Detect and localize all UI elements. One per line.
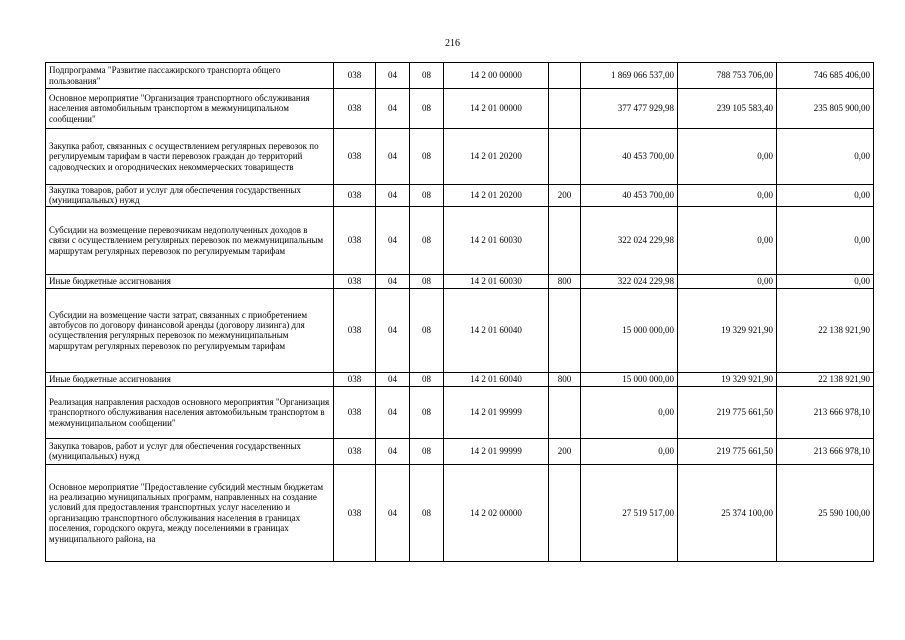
table-row [46,274,874,288]
row-name: Подпрограмма "Развитие пассажирского транспорта общего пользования" [46,63,334,89]
row-name: Закупка товаров, работ и услуг для обеспечения государственных (муниципальных) нужд [46,438,334,464]
amount-year-2: 0,00 [678,206,777,274]
subsection-code: 08 [410,464,444,561]
amount-year-3: 22 138 921,90 [777,372,874,386]
ministry-code: 038 [334,89,376,129]
table-row [46,185,874,207]
row-name: Реализация направления расходов основного мероприятия "Организация транспортного обслуживания населения автомобильным транспортом в межмуниципальном сообщении" [46,386,334,438]
target-article: 14 2 01 60040 [444,288,549,372]
table-row [46,89,874,129]
table-row [46,372,874,386]
amount-year-3: 213 666 978,10 [777,438,874,464]
expense-type: 800 [549,274,581,288]
amount-year-1: 0,00 [581,438,678,464]
amount-year-2: 19 329 921,90 [678,288,777,372]
table-row [46,63,874,89]
ministry-code: 038 [334,372,376,386]
expense-type [549,129,581,185]
ministry-code: 038 [334,274,376,288]
expense-type: 200 [549,438,581,464]
row-name: Закупка товаров, работ и услуг для обеспечения государственных (муниципальных) нужд [46,185,334,207]
amount-year-3: 746 685 406,00 [777,63,874,89]
subsection-code: 08 [410,129,444,185]
target-article: 14 2 01 99999 [444,386,549,438]
amount-year-2: 25 374 100,00 [678,464,777,561]
section-code: 04 [376,274,410,288]
amount-year-2: 0,00 [678,274,777,288]
row-name: Основное мероприятие "Предоставление субсидий местным бюджетам на реализацию муниципальных программ, направленных на создание условий для предоставления транспортных услуг населению и организацию транспортного обслуживания населения в границах поселения, городского округа, между поселениями в границах муниципального района, на [46,464,334,561]
amount-year-3: 0,00 [777,129,874,185]
target-article: 14 2 01 60030 [444,274,549,288]
section-code: 04 [376,206,410,274]
expense-type [549,63,581,89]
row-name: Субсидии на возмещение части затрат, связанных с приобретением автобусов по договору финансовой аренды (договору лизинга) для осуществления регулярных перевозок по межмуниципальным маршрутам регулярных перевозок по регулируемым тарифам [46,288,334,372]
amount-year-2: 788 753 706,00 [678,63,777,89]
table-row [46,129,874,185]
amount-year-3: 22 138 921,90 [777,288,874,372]
amount-year-1: 15 000 000,00 [581,372,678,386]
amount-year-3: 235 805 900,00 [777,89,874,129]
amount-year-1: 40 453 700,00 [581,129,678,185]
amount-year-2: 219 775 661,50 [678,386,777,438]
expense-type [549,206,581,274]
target-article: 14 2 00 00000 [444,63,549,89]
ministry-code: 038 [334,464,376,561]
ministry-code: 038 [334,386,376,438]
subsection-code: 08 [410,185,444,207]
section-code: 04 [376,372,410,386]
target-article: 14 2 01 99999 [444,438,549,464]
amount-year-1: 322 024 229,98 [581,274,678,288]
ministry-code: 038 [334,63,376,89]
row-name: Основное мероприятие "Организация транспортного обслуживания населения автомобильным транспортом в межмуниципальном сообщении" [46,89,334,129]
table-row [46,464,874,561]
subsection-code: 08 [410,89,444,129]
amount-year-2: 0,00 [678,129,777,185]
ministry-code: 038 [334,288,376,372]
section-code: 04 [376,438,410,464]
target-article: 14 2 01 60030 [444,206,549,274]
amount-year-1: 322 024 229,98 [581,206,678,274]
amount-year-1: 1 869 066 537,00 [581,63,678,89]
amount-year-1: 15 000 000,00 [581,288,678,372]
expense-type [549,89,581,129]
amount-year-1: 0,00 [581,386,678,438]
ministry-code: 038 [334,129,376,185]
ministry-code: 038 [334,206,376,274]
table-row [46,386,874,438]
amount-year-3: 0,00 [777,274,874,288]
page-number: 216 [445,38,460,49]
target-article: 14 2 02 00000 [444,464,549,561]
amount-year-2: 0,00 [678,185,777,207]
subsection-code: 08 [410,372,444,386]
section-code: 04 [376,288,410,372]
amount-year-1: 377 477 929,98 [581,89,678,129]
expense-type: 800 [549,372,581,386]
expense-type [549,386,581,438]
amount-year-2: 219 775 661,50 [678,438,777,464]
target-article: 14 2 01 00000 [444,89,549,129]
budget-table [45,62,874,562]
table-row [46,438,874,464]
ministry-code: 038 [334,438,376,464]
row-name: Субсидии на возмещение перевозчикам недополученных доходов в связи с осуществлением регулярных перевозок по межмуниципальным маршрутам регулярных перевозок по регулируемым тарифам [46,206,334,274]
expense-type [549,464,581,561]
table-row [46,288,874,372]
subsection-code: 08 [410,274,444,288]
expense-type: 200 [549,185,581,207]
section-code: 04 [376,386,410,438]
amount-year-3: 0,00 [777,206,874,274]
row-name: Иные бюджетные ассигнования [46,274,334,288]
ministry-code: 038 [334,185,376,207]
row-name: Иные бюджетные ассигнования [46,372,334,386]
amount-year-1: 40 453 700,00 [581,185,678,207]
subsection-code: 08 [410,386,444,438]
amount-year-2: 19 329 921,90 [678,372,777,386]
target-article: 14 2 01 20200 [444,185,549,207]
subsection-code: 08 [410,288,444,372]
subsection-code: 08 [410,206,444,274]
amount-year-2: 239 105 583,40 [678,89,777,129]
amount-year-3: 213 666 978,10 [777,386,874,438]
section-code: 04 [376,89,410,129]
amount-year-1: 27 519 517,00 [581,464,678,561]
section-code: 04 [376,63,410,89]
target-article: 14 2 01 60040 [444,372,549,386]
section-code: 04 [376,464,410,561]
subsection-code: 08 [410,63,444,89]
section-code: 04 [376,185,410,207]
amount-year-3: 25 590 100,00 [777,464,874,561]
target-article: 14 2 01 20200 [444,129,549,185]
table-row [46,206,874,274]
section-code: 04 [376,129,410,185]
row-name: Закупка работ, связанных с осуществлением регулярных перевозок по регулируемым тарифам в части перевозок граждан до территорий садоводческих и огороднических некоммерческих товариществ [46,129,334,185]
amount-year-3: 0,00 [777,185,874,207]
expense-type [549,288,581,372]
subsection-code: 08 [410,438,444,464]
